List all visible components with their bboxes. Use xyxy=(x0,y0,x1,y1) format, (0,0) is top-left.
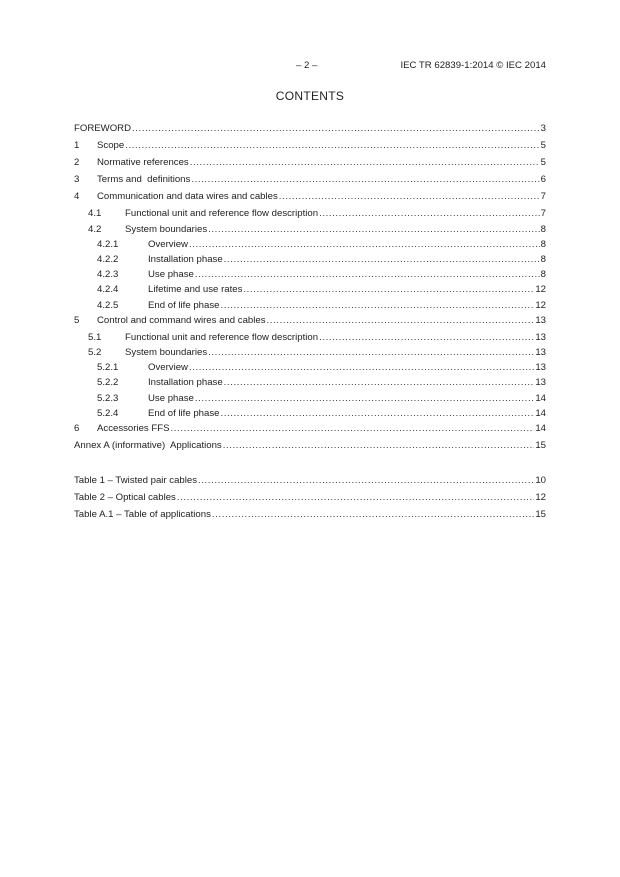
dot-leader xyxy=(208,224,540,235)
dot-leader xyxy=(191,174,539,185)
toc-entry-label: Control and command wires and cables xyxy=(97,314,266,326)
toc-entry-number: 4.2 xyxy=(88,223,102,235)
dot-leader xyxy=(224,254,540,265)
list-of-tables-entry-3[interactable] xyxy=(74,509,546,526)
toc-entry-label: Table 2 – Optical cables xyxy=(74,492,176,504)
dot-leader xyxy=(189,362,534,373)
toc-entry-5-1[interactable] xyxy=(74,332,546,347)
toc-entry-page: 6 xyxy=(540,174,546,186)
toc-entry-label: End of life phase xyxy=(148,299,220,311)
toc-entry-4-2-1[interactable] xyxy=(74,239,546,254)
toc-entry-label: Table 1 – Twisted pair cables xyxy=(74,475,198,487)
toc-entry-number: 4.2.3 xyxy=(97,269,119,281)
toc-entry-page: 14 xyxy=(535,392,546,404)
toc-entry-page: 3 xyxy=(540,123,546,134)
dot-leader xyxy=(223,440,535,451)
dot-leader xyxy=(195,393,534,404)
toc-entry-1[interactable] xyxy=(74,140,546,157)
toc-entry-page: 13 xyxy=(535,377,546,389)
toc-entry-page: 10 xyxy=(535,475,546,487)
toc-entry-label: Scope xyxy=(97,140,125,152)
toc-entry-page: 13 xyxy=(535,362,546,374)
toc-entry-label: Overview xyxy=(148,362,188,374)
toc-entry-label: Annex A (informative) Applications xyxy=(74,440,222,452)
toc-entry-label: System boundaries xyxy=(125,347,208,359)
toc-entry-label: Functional unit and reference flow description xyxy=(125,208,319,220)
dot-leader xyxy=(208,347,534,358)
toc-entry-page: 14 xyxy=(535,407,546,419)
toc-entry-page: 7 xyxy=(540,208,546,220)
section-gap xyxy=(74,457,546,475)
toc-entry-4-1[interactable] xyxy=(74,208,546,223)
toc-entry-number: 2 xyxy=(74,157,80,169)
dot-leader xyxy=(220,408,534,419)
toc-entry-page: 8 xyxy=(540,254,546,266)
toc-entry-page: 12 xyxy=(535,492,546,504)
list-of-tables-entry-1[interactable] xyxy=(74,475,546,492)
dot-leader xyxy=(171,423,535,434)
toc-entry-6[interactable] xyxy=(74,423,546,440)
toc-entry-number: 5.2 xyxy=(88,347,102,359)
page-number: – 2 – xyxy=(296,60,318,71)
list-of-tables-entry-2[interactable] xyxy=(74,492,546,509)
toc-entry-label: Functional unit and reference flow description xyxy=(125,331,319,343)
dot-leader xyxy=(125,140,539,151)
toc-entry-number: 5.2.2 xyxy=(97,377,119,389)
dot-leader xyxy=(319,208,540,219)
toc-entry-number: 4.2.4 xyxy=(97,284,119,296)
dot-leader xyxy=(212,509,534,520)
toc-entry-page: 14 xyxy=(535,423,546,434)
dot-leader xyxy=(319,332,534,343)
toc-entry-5-2-3[interactable] xyxy=(74,393,546,408)
toc-entry-number: 4.2.5 xyxy=(97,299,119,311)
toc-entry-foreword[interactable] xyxy=(74,123,546,140)
document-reference: IEC TR 62839-1:2014 © IEC 2014 xyxy=(400,60,546,71)
toc-entry-page: 13 xyxy=(535,314,546,326)
dot-leader xyxy=(189,239,540,250)
toc-entry-4-2[interactable] xyxy=(74,224,546,239)
toc-entry-number: 3 xyxy=(74,174,80,186)
toc-entry-label: Table A.1 – Table of applications xyxy=(74,509,211,521)
toc-entry-page: 7 xyxy=(540,191,546,203)
toc-entry-page: 8 xyxy=(540,269,546,281)
toc-entry-4-2-3[interactable] xyxy=(74,269,546,284)
toc-entry-label: Lifetime and use rates xyxy=(148,284,243,296)
table-of-contents xyxy=(74,123,546,526)
toc-entry-5-2[interactable] xyxy=(74,347,546,362)
toc-entry-label: FOREWORD xyxy=(74,123,132,134)
toc-entry-number: 5.2.4 xyxy=(97,407,119,419)
toc-entry-4-2-5[interactable] xyxy=(74,300,546,315)
toc-entry-label: Use phase xyxy=(148,269,194,281)
toc-entry-number: 5.1 xyxy=(88,331,102,343)
toc-entry-number: 1 xyxy=(74,140,80,152)
dot-leader xyxy=(195,269,540,280)
toc-entry-5-2-2[interactable] xyxy=(74,377,546,392)
toc-entry-label: Communication and data wires and cables xyxy=(97,191,278,203)
dot-leader xyxy=(224,377,535,388)
dot-leader xyxy=(220,300,534,311)
toc-entry-page: 13 xyxy=(535,331,546,343)
toc-entry-label: Overview xyxy=(148,238,188,250)
toc-entry-label: Normative references xyxy=(97,157,189,169)
toc-entry-page: 8 xyxy=(540,238,546,250)
toc-entry-label: Accessories FFS xyxy=(97,423,170,434)
toc-entry-number: 4.2.2 xyxy=(97,254,119,266)
page-header xyxy=(0,60,620,74)
toc-entry-5-2-4[interactable] xyxy=(74,408,546,423)
toc-entry-number: 5.2.3 xyxy=(97,392,119,404)
toc-entry-label: System boundaries xyxy=(125,223,208,235)
toc-entry-page: 15 xyxy=(535,440,546,452)
toc-entry-4[interactable] xyxy=(74,191,546,208)
toc-entry-number: 4 xyxy=(74,191,80,203)
toc-entry-label: End of life phase xyxy=(148,407,220,419)
toc-entry-number: 4.1 xyxy=(88,208,102,220)
toc-entry-page: 8 xyxy=(540,223,546,235)
toc-entry-2[interactable] xyxy=(74,157,546,174)
toc-entry-page: 5 xyxy=(540,157,546,169)
toc-entry-page: 15 xyxy=(535,509,546,521)
dot-leader xyxy=(198,475,534,486)
toc-entry-number: 5.2.1 xyxy=(97,362,119,374)
dot-leader xyxy=(132,123,540,134)
toc-entry-annex-a[interactable] xyxy=(74,440,546,457)
toc-entry-5-2-1[interactable] xyxy=(74,362,546,377)
toc-entry-page: 12 xyxy=(535,284,546,296)
toc-entry-3[interactable] xyxy=(74,174,546,191)
toc-entry-4-2-2[interactable] xyxy=(74,254,546,269)
toc-entry-label: Installation phase xyxy=(148,377,223,389)
dot-leader xyxy=(190,157,540,168)
dot-leader xyxy=(243,284,534,295)
toc-entry-number: 4.2.1 xyxy=(97,238,119,250)
toc-entry-label: Use phase xyxy=(148,392,194,404)
dot-leader xyxy=(279,191,540,202)
toc-entry-page: 13 xyxy=(535,347,546,359)
toc-entry-number: 5 xyxy=(74,314,80,326)
toc-entry-page: 5 xyxy=(540,140,546,152)
toc-entry-page: 12 xyxy=(535,299,546,311)
toc-entry-number: 6 xyxy=(74,423,80,434)
toc-entry-label: Terms and definitions xyxy=(97,174,191,186)
page-title: CONTENTS xyxy=(275,89,345,103)
dot-leader xyxy=(267,315,535,326)
toc-entry-4-2-4[interactable] xyxy=(74,284,546,299)
dot-leader xyxy=(177,492,534,503)
toc-entry-5[interactable] xyxy=(74,315,546,332)
toc-entry-label: Installation phase xyxy=(148,254,223,266)
